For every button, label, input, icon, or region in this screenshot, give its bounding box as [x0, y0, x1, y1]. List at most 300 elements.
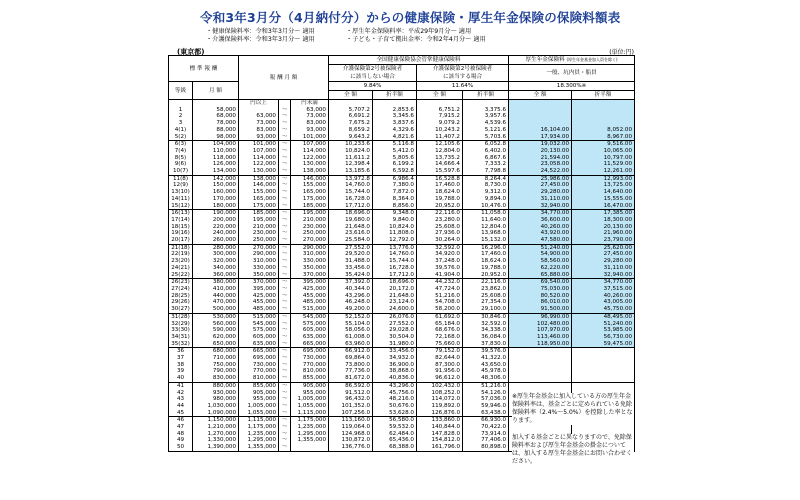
cell-monthly: 320,000 [193, 258, 239, 265]
cell-to: 455,000 [291, 293, 329, 300]
cell-to: 1,295,000 [291, 431, 329, 438]
cell-full-1: 15,744.0 [329, 189, 373, 196]
cell-from: 695,000 [239, 355, 279, 362]
cell-half-2: 8,730.0 [463, 182, 509, 189]
cell-to: 545,000 [291, 313, 329, 320]
cell-half-3: 48,495.00 [572, 313, 635, 320]
cell-monthly: 126,000 [193, 161, 239, 168]
cell-full-2: 161,796.0 [417, 444, 463, 451]
cell-half-1: 16,728.0 [373, 265, 417, 272]
cell-half-2: 11,058.0 [463, 210, 509, 217]
cell-full-2: 15,597.6 [417, 168, 463, 175]
cell-monthly: 68,000 [193, 113, 239, 120]
cell-grade: 21(18) [169, 244, 193, 251]
cell-half-2: 30,846.0 [463, 313, 509, 320]
cell-to: 515,000 [291, 306, 329, 313]
cell-half-2: 16,296.0 [463, 244, 509, 251]
cell-from: 1,355,000 [239, 444, 279, 451]
cell-half-2: 5,121.6 [463, 127, 509, 134]
cell-grade: 16(13) [169, 210, 193, 217]
cell-monthly: 590,000 [193, 327, 239, 334]
cell-monthly: 410,000 [193, 286, 239, 293]
cell-monthly: 104,000 [193, 141, 239, 148]
cell-half-2: 4,539.6 [463, 120, 509, 127]
cell-grade: 27(24) [169, 286, 193, 293]
cell-half-3: 12,261.00 [572, 168, 635, 175]
cell-full-1: 21,648.0 [329, 224, 373, 231]
cell-half-1: 9,840.0 [373, 217, 417, 224]
cell-half-2: 29,100.0 [463, 306, 509, 313]
table-row [169, 293, 635, 300]
cell-full-2: 41,904.0 [417, 272, 463, 279]
header-full-1: 全 額 [329, 91, 373, 100]
cell-from: 101,000 [239, 141, 279, 148]
cell-tilde: ～ [279, 313, 291, 320]
cell-full-2: 87,300.0 [417, 362, 463, 369]
cell-grade: 50 [169, 444, 193, 451]
cell-full-3: 62,220.00 [509, 265, 572, 272]
cell-tilde: ～ [279, 355, 291, 362]
cell-half-1: 53,628.0 [373, 410, 417, 417]
cell-monthly: 300,000 [193, 251, 239, 258]
cell-full-3: 17,934.00 [509, 134, 572, 141]
cell-monthly: 190,000 [193, 210, 239, 217]
cell-half-3: 20,130.00 [572, 224, 635, 231]
cell-half-1: 30,504.0 [373, 334, 417, 341]
cell-tilde: ～ [279, 148, 291, 155]
header-rate-1: 9.84% [329, 82, 417, 91]
cell-to: 270,000 [291, 237, 329, 244]
cell-grade: 1 [169, 107, 193, 114]
table-row [169, 355, 635, 362]
cell-monthly: 98,000 [193, 134, 239, 141]
cell-from: 455,000 [239, 299, 279, 306]
table-row [169, 348, 635, 355]
cell-half-3: 34,770.00 [572, 279, 635, 286]
cell-tilde: ～ [279, 113, 291, 120]
cell-full-2: 133,860.0 [417, 417, 463, 424]
cell-grade: 13(10) [169, 189, 193, 196]
cell-full-3: 65,880.00 [509, 272, 572, 279]
table-row [169, 161, 635, 168]
cell-monthly: 58,000 [193, 107, 239, 114]
cell-from: 290,000 [239, 251, 279, 258]
cell-grade: 20(17) [169, 237, 193, 244]
cell-monthly: 1,270,000 [193, 431, 239, 438]
table-row [169, 286, 635, 293]
table-row [169, 272, 635, 279]
cell-to: 395,000 [291, 279, 329, 286]
cell-tilde: ～ [279, 286, 291, 293]
cell-from: 175,000 [239, 203, 279, 210]
cell-full-2: 44,232.0 [417, 279, 463, 286]
cell-full-1: 12,398.4 [329, 161, 373, 168]
cell-full-2: 6,751.2 [417, 107, 463, 114]
cell-full-1: 10,824.0 [329, 148, 373, 155]
cell-half-3: 59,475.00 [572, 341, 635, 348]
cell-from: 165,000 [239, 196, 279, 203]
cell-full-3: 86,010.00 [509, 299, 572, 306]
cell-full-2: 23,280.0 [417, 217, 463, 224]
table-row [169, 168, 635, 175]
cell-half-1: 7,872.0 [373, 189, 417, 196]
cell-half-3: 9,516.00 [572, 141, 635, 148]
cell-grade: 44 [169, 403, 193, 410]
table-row [169, 321, 635, 328]
cell-half-3: 56,730.00 [572, 334, 635, 341]
cell-tilde: ～ [279, 230, 291, 237]
cell-from: 138,000 [239, 175, 279, 182]
cell-monthly: 280,000 [193, 244, 239, 251]
cell-monthly: 1,090,000 [193, 410, 239, 417]
cell-full-2: 17,460.0 [417, 182, 463, 189]
cell-to: 138,000 [291, 168, 329, 175]
cell-half-1: 5,412.0 [373, 148, 417, 155]
cell-tilde: ～ [279, 321, 291, 328]
cell-half-1: 33,456.0 [373, 348, 417, 355]
cell-monthly: 530,000 [193, 313, 239, 320]
cell-half-1: 8,856.0 [373, 203, 417, 210]
cell-monthly: 142,000 [193, 175, 239, 182]
cell-tilde: ～ [279, 120, 291, 127]
cell-full-2: 32,592.0 [417, 244, 463, 251]
cell-monthly: 710,000 [193, 355, 239, 362]
cell-half-1: 50,676.0 [373, 403, 417, 410]
cell-half-1: 13,776.0 [373, 244, 417, 251]
cell-grade: 41 [169, 382, 193, 389]
cell-to: 350,000 [291, 265, 329, 272]
cell-full-2: 108,252.0 [417, 390, 463, 397]
cell-full-3 [509, 120, 572, 127]
cell-full-1: 11,611.2 [329, 155, 373, 162]
cell-full-1: 13,185.6 [329, 168, 373, 175]
cell-to: 107,000 [291, 141, 329, 148]
cell-tilde: ～ [279, 168, 291, 175]
cell-to: 155,000 [291, 182, 329, 189]
cell-full-2: 20,952.0 [417, 203, 463, 210]
cell-tilde: ～ [279, 437, 291, 444]
table-row [169, 134, 635, 141]
cell-half-3: 27,450.00 [572, 251, 635, 258]
cell-half-3: 16,470.00 [572, 203, 635, 210]
cell-full-1: 18,696.0 [329, 210, 373, 217]
cell-from: 770,000 [239, 368, 279, 375]
cell-tilde: ～ [279, 182, 291, 189]
cell-tilde: ～ [279, 293, 291, 300]
cell-from: 122,000 [239, 161, 279, 168]
unit-miman: 円未満 [291, 100, 329, 107]
cell-tilde: ～ [279, 210, 291, 217]
cell-from: 63,000 [239, 113, 279, 120]
cell-full-3: 69,540.00 [509, 279, 572, 286]
cell-full-1: 136,776.0 [329, 444, 373, 451]
cell-full-1: 49,200.0 [329, 306, 373, 313]
cell-full-1: 69,864.0 [329, 355, 373, 362]
cell-full-2: 147,828.0 [417, 431, 463, 438]
cell-monthly: 790,000 [193, 368, 239, 375]
rate-notes [206, 28, 486, 44]
cell-half-2: 3,375.6 [463, 107, 509, 114]
cell-half-2: 37,830.0 [463, 341, 509, 348]
cell-to: 210,000 [291, 217, 329, 224]
table-row [169, 368, 635, 375]
table-row [169, 375, 635, 382]
cell-monthly: 360,000 [193, 272, 239, 279]
cell-half-1: 68,388.0 [373, 444, 417, 451]
header-kyokai: 全国健康保険協会管掌健康保険料 [329, 56, 509, 65]
cell-grade: 25(22) [169, 272, 193, 279]
cell-full-2: 154,812.0 [417, 437, 463, 444]
units-row [169, 100, 635, 107]
cell-from: 955,000 [239, 396, 279, 403]
cell-tilde: ～ [279, 217, 291, 224]
cell-from: 485,000 [239, 306, 279, 313]
table-row [169, 224, 635, 231]
cell-from: 250,000 [239, 237, 279, 244]
cell-from: 1,235,000 [239, 431, 279, 438]
cell-half-2: 6,867.6 [463, 155, 509, 162]
cell-monthly: 1,390,000 [193, 444, 239, 451]
cell-monthly: 1,330,000 [193, 437, 239, 444]
table-row [169, 141, 635, 148]
cell-half-2: 9,312.0 [463, 189, 509, 196]
header-no-care: 介護保険第2号被保険者 に該当しない場合 [329, 65, 417, 82]
cell-monthly: 680,000 [193, 348, 239, 355]
header-remuneration: 報 酬 月 額 [239, 56, 329, 100]
cell-tilde: ～ [279, 175, 291, 182]
cell-full-1: 77,736.0 [329, 368, 373, 375]
cell-to: 130,000 [291, 161, 329, 168]
cell-to: 665,000 [291, 341, 329, 348]
table-row [169, 306, 635, 313]
cell-half-2: 41,322.0 [463, 355, 509, 362]
cell-full-2: 9,079.2 [417, 120, 463, 127]
cell-half-3: 13,725.00 [572, 182, 635, 189]
cell-tilde: ～ [279, 306, 291, 313]
cell-half-1: 2,853.6 [373, 107, 417, 114]
cell-full-1: 14,760.0 [329, 182, 373, 189]
cell-from: 210,000 [239, 224, 279, 231]
cell-to: 146,000 [291, 175, 329, 182]
cell-from [239, 107, 279, 114]
cell-tilde: ～ [279, 334, 291, 341]
cell-half-1: 6,986.4 [373, 175, 417, 182]
cell-grade: 49 [169, 437, 193, 444]
cell-half-1: 12,792.0 [373, 237, 417, 244]
cell-monthly: 930,000 [193, 390, 239, 397]
cell-full-3: 107,970.00 [509, 327, 572, 334]
cell-to: 63,000 [291, 107, 329, 114]
cell-half-2: 59,946.0 [463, 403, 509, 410]
cell-tilde: ～ [279, 444, 291, 451]
cell-full-3: 23,058.00 [509, 161, 572, 168]
cell-grade: 8(5) [169, 155, 193, 162]
cell-half-3: 11,529.00 [572, 161, 635, 168]
cell-full-1: 33,456.0 [329, 265, 373, 272]
table-row [169, 279, 635, 286]
cell-from: 855,000 [239, 382, 279, 389]
cell-full-2: 96,612.0 [417, 375, 463, 382]
cell-half-2: 10,476.0 [463, 203, 509, 210]
cell-half-1: 59,532.0 [373, 424, 417, 431]
cell-to: 165,000 [291, 189, 329, 196]
cell-grade: 7(4) [169, 148, 193, 155]
cell-full-3: 51,240.00 [509, 244, 572, 251]
note-child-rate: ・子ども・子育て拠出金率：令和2年4月分～ 適用 [346, 36, 486, 43]
cell-tilde: ～ [279, 390, 291, 397]
cell-half-3 [572, 375, 635, 382]
cell-tilde: ～ [279, 341, 291, 348]
cell-to: 93,000 [291, 127, 329, 134]
cell-half-2: 22,116.0 [463, 279, 509, 286]
cell-from: 270,000 [239, 244, 279, 251]
cell-half-2: 23,862.0 [463, 286, 509, 293]
cell-half-2: 36,084.0 [463, 334, 509, 341]
cell-half-2: 11,640.0 [463, 217, 509, 224]
cell-half-3: 43,005.00 [572, 299, 635, 306]
cell-full-2: 7,915.2 [417, 113, 463, 120]
cell-full-3: 34,770.00 [509, 210, 572, 217]
cell-half-2: 80,898.0 [463, 444, 509, 451]
cell-full-3: 31,110.00 [509, 196, 572, 203]
cell-tilde: ～ [279, 396, 291, 403]
cell-full-1: 6,691.2 [329, 113, 373, 120]
cell-half-3: 12,993.00 [572, 175, 635, 182]
cell-full-3: 20,130.00 [509, 148, 572, 155]
cell-from: 730,000 [239, 362, 279, 369]
cell-full-3: 24,522.00 [509, 168, 572, 175]
cell-full-1: 9,643.2 [329, 134, 373, 141]
cell-full-2: 82,644.0 [417, 355, 463, 362]
cell-full-1: 55,104.0 [329, 321, 373, 328]
cell-from: 350,000 [239, 272, 279, 279]
cell-half-1: 3,345.6 [373, 113, 417, 120]
cell-tilde: ～ [279, 203, 291, 210]
cell-half-2: 3,957.6 [463, 113, 509, 120]
cell-half-2: 77,406.0 [463, 437, 509, 444]
cell-full-3: 54,900.00 [509, 251, 572, 258]
cell-full-2: 102,432.0 [417, 382, 463, 389]
cell-from: 515,000 [239, 313, 279, 320]
cell-from: 905,000 [239, 390, 279, 397]
cell-to: 605,000 [291, 327, 329, 334]
cell-monthly: 750,000 [193, 362, 239, 369]
cell-full-2: 19,788.0 [417, 196, 463, 203]
cell-half-2: 13,968.0 [463, 230, 509, 237]
header-grade: 等級 [169, 82, 193, 100]
cell-tilde: ～ [279, 161, 291, 168]
cell-to: 185,000 [291, 203, 329, 210]
cell-half-1: 14,760.0 [373, 251, 417, 258]
cell-full-3: 91,500.00 [509, 306, 572, 313]
table-row [169, 362, 635, 369]
cell-tilde: ～ [279, 237, 291, 244]
cell-half-3: 17,385.00 [572, 210, 635, 217]
cell-half-1: 36,900.0 [373, 362, 417, 369]
cell-half-2: 70,422.0 [463, 424, 509, 431]
cell-half-3 [572, 362, 635, 369]
cell-to: 230,000 [291, 224, 329, 231]
cell-from: 230,000 [239, 230, 279, 237]
cell-to: 122,000 [291, 155, 329, 162]
cell-full-1: 17,712.0 [329, 203, 373, 210]
header-rate-2: 11.64% [417, 82, 509, 91]
cell-full-2: 16,528.8 [417, 175, 463, 182]
cell-half-1: 24,600.0 [373, 306, 417, 313]
cell-tilde: ～ [279, 403, 291, 410]
cell-monthly: 650,000 [193, 341, 239, 348]
cell-monthly: 880,000 [193, 382, 239, 389]
cell-tilde: ～ [279, 348, 291, 355]
side-note-1: ※厚生年金基金に加入している方の厚生年金保険料率は、基金ごとに定められている免除保険料率（2.4%～5.0%）を控除した率となります。 [512, 393, 633, 424]
cell-full-2: 39,576.0 [417, 265, 463, 272]
cell-grade: 24(21) [169, 265, 193, 272]
cell-full-1: 124,968.0 [329, 431, 373, 438]
cell-grade: 45 [169, 410, 193, 417]
cell-full-2: 54,708.0 [417, 299, 463, 306]
cell-half-1: 45,756.0 [373, 390, 417, 397]
cell-half-1: 40,836.0 [373, 375, 417, 382]
cell-tilde: ～ [279, 382, 291, 389]
cell-half-3 [572, 382, 635, 389]
table-row [169, 334, 635, 341]
cell-half-2: 66,930.0 [463, 417, 509, 424]
cell-monthly: 1,150,000 [193, 417, 239, 424]
table-row [169, 424, 635, 431]
table-row [169, 107, 635, 114]
cell-tilde: ～ [279, 189, 291, 196]
cell-full-2: 119,892.0 [417, 403, 463, 410]
cell-to: 83,000 [291, 120, 329, 127]
cell-half-3 [572, 107, 635, 114]
cell-grade: 37 [169, 355, 193, 362]
cell-from: 130,000 [239, 168, 279, 175]
cell-half-2: 19,788.0 [463, 265, 509, 272]
cell-tilde: ～ [279, 155, 291, 162]
cell-tilde: ～ [279, 368, 291, 375]
header-monthly: 月 額 [193, 82, 239, 100]
note-health-rate: ・健康保険料率：令和3年3月分～ 適用 [206, 28, 315, 35]
cell-half-1: 48,216.0 [373, 396, 417, 403]
cell-full-1: 7,675.2 [329, 120, 373, 127]
cell-half-2: 32,592.0 [463, 321, 509, 328]
cell-full-2: 126,876.0 [417, 410, 463, 417]
cell-tilde: ～ [279, 134, 291, 141]
cell-to: 485,000 [291, 299, 329, 306]
cell-from: 114,000 [239, 155, 279, 162]
cell-full-3: 96,990.00 [509, 313, 572, 320]
cell-full-2: 22,116.0 [417, 210, 463, 217]
cell-full-3: 80,520.00 [509, 293, 572, 300]
cell-half-3: 10,065.00 [572, 148, 635, 155]
cell-tilde: ～ [279, 251, 291, 258]
cell-to: 101,000 [291, 134, 329, 141]
table-row [169, 244, 635, 251]
cell-full-1: 101,352.0 [329, 403, 373, 410]
cell-half-3: 53,985.00 [572, 327, 635, 334]
cell-half-1: 6,199.2 [373, 161, 417, 168]
header-general: 一般、坑内員・船員 [509, 65, 635, 82]
cell-full-1: 25,584.0 [329, 237, 373, 244]
cell-from: 1,115,000 [239, 417, 279, 424]
cell-tilde: ～ [279, 362, 291, 369]
cell-full-1: 19,680.0 [329, 217, 373, 224]
cell-half-1: 6,592.8 [373, 168, 417, 175]
cell-full-3 [509, 424, 572, 431]
cell-half-1: 17,712.0 [373, 272, 417, 279]
cell-full-1: 16,728.0 [329, 196, 373, 203]
cell-half-3: 10,797.00 [572, 155, 635, 162]
